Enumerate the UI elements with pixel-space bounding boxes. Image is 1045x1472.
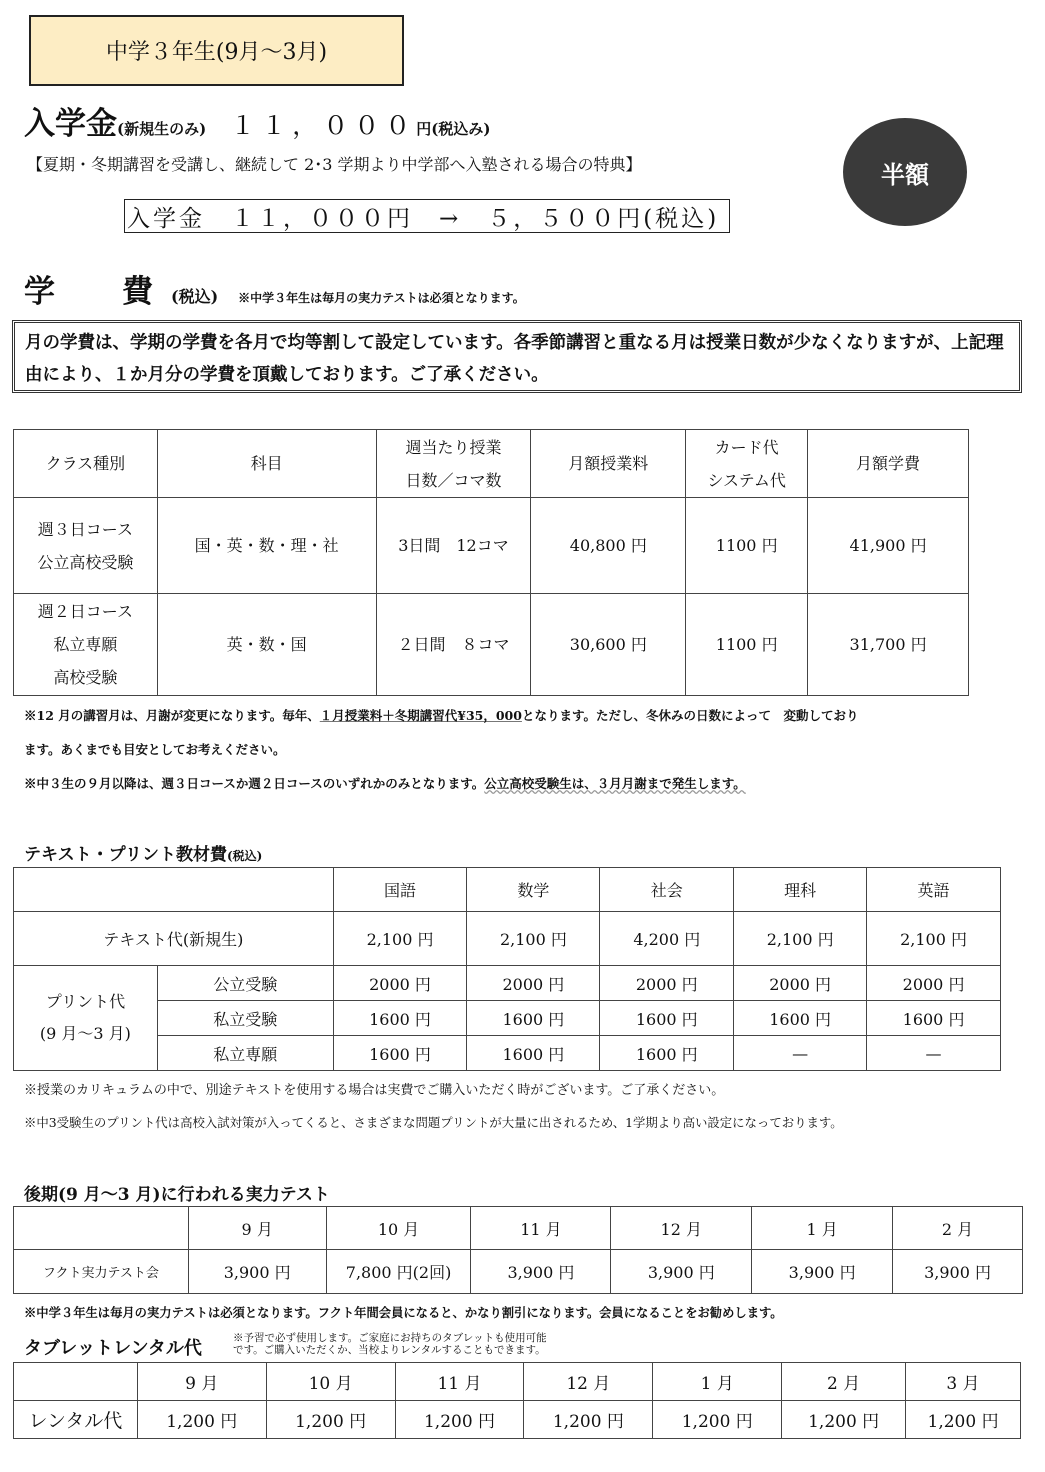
- test-fee-cell: 7,800 円(2回): [326, 1250, 471, 1294]
- total-cell: 41,900 円: [808, 498, 969, 594]
- month-header: 12 月: [524, 1363, 653, 1401]
- print-fee-cell: 1600 円: [333, 1036, 467, 1071]
- empty-cell: [14, 1207, 189, 1250]
- admission-qualifier: (新規生のみ): [117, 120, 207, 138]
- class-line: 私立専願: [53, 635, 118, 654]
- month-header: 2 月: [893, 1207, 1023, 1250]
- course-note: [24, 774, 746, 792]
- admission-unit: 円: [416, 120, 432, 138]
- month-header: 1 月: [653, 1363, 782, 1401]
- december-note-b: となります。ただし、冬休みの日数によって 変動しており: [521, 708, 859, 723]
- class-line: 週３日コース: [37, 519, 133, 539]
- table-row: [14, 912, 1001, 966]
- test-row-label: フクト実力テスト会: [14, 1250, 189, 1294]
- header-schedule-l1: 週当たり授業: [405, 437, 502, 457]
- tests-table: [13, 1206, 1023, 1294]
- print-fee-cell: 1600 円: [600, 1001, 734, 1036]
- tuition-notice: 月の学費は、学期の学費を各月で均等割して設定しています。各季節講習と重なる月は授業日数が少なくなりますが、上記理由により、１か月分の学費を頂戴しております。ご了承ください。: [25, 333, 1004, 385]
- subject-header: 英語: [867, 868, 1001, 912]
- tests-note: ※中学３年生は毎月の実力テストは必須となります。フクト年間会員になると、かなり割引になります。会員になることをお勧めします。: [24, 1305, 783, 1320]
- print-fee-cell: —: [867, 1036, 1001, 1071]
- rental-fee-cell: 1,200 円: [653, 1401, 782, 1439]
- month-header: 11 月: [471, 1207, 611, 1250]
- grade-title: 中学３年生(9月～3月): [105, 40, 328, 65]
- text-fee-cell: 2,100 円: [734, 912, 867, 966]
- test-fee-cell: 3,900 円: [893, 1250, 1023, 1294]
- test-fee-cell: 3,900 円: [611, 1250, 752, 1294]
- month-header: 9 月: [188, 1207, 326, 1250]
- text-fee-label: テキスト代(新規生): [14, 912, 334, 966]
- rental-fee-cell: 1,200 円: [266, 1401, 395, 1439]
- materials-note-2: ※中3受験生のプリント代は高校入試対策が入ってくると、さまざまな問題プリントが大量に出されるため、1学期より高い設定になっております。: [24, 1115, 843, 1130]
- header-card-l2: システム代: [707, 470, 786, 490]
- empty-cell: [14, 1363, 138, 1401]
- materials-tax: (税込): [226, 849, 263, 863]
- schedule-cell: ２日間 ８コマ: [376, 594, 531, 696]
- table-row: [14, 1001, 1001, 1036]
- month-header: 3 月: [906, 1363, 1021, 1401]
- rental-row-label: レンタル代: [14, 1401, 138, 1439]
- tuition-heading: [24, 266, 525, 311]
- month-header: 9 月: [137, 1363, 266, 1401]
- admission-amount: １１，０００: [230, 111, 417, 140]
- tablet-title: タブレットレンタル代: [24, 1338, 202, 1359]
- tablet-table: [13, 1362, 1021, 1439]
- print-fee-cell: 1600 円: [467, 1001, 600, 1036]
- table-row: [14, 498, 969, 594]
- card-fee-cell: 1100 円: [686, 594, 808, 696]
- print-fee-cell: 2000 円: [467, 966, 600, 1001]
- print-fee-cell: 1600 円: [600, 1036, 734, 1071]
- subject-header: 理科: [734, 868, 867, 912]
- subject-header: 社会: [600, 868, 734, 912]
- test-fee-cell: 3,900 円: [188, 1250, 326, 1294]
- discount-text: 入学金 １１，０００円 → ５，５００円(税込): [127, 205, 720, 232]
- print-fee-cell: 2000 円: [867, 966, 1001, 1001]
- materials-title: [24, 840, 262, 865]
- print-fee-cell: 1600 円: [467, 1036, 600, 1071]
- half-price-label: 半額: [881, 159, 929, 189]
- december-note-underlined: １月授業料＋冬期講習代¥35，000: [319, 708, 522, 723]
- subjects-cell: 英・数・国: [157, 594, 376, 696]
- print-fee-cell: 1600 円: [734, 1001, 867, 1036]
- monthly-fee-cell: 30,600 円: [531, 594, 686, 696]
- tuition-table: [13, 429, 969, 696]
- tests-title: 後期(9 月～3 月)に行われる実力テスト: [24, 1185, 330, 1205]
- month-header: 12 月: [611, 1207, 752, 1250]
- admission-label: 入学金: [24, 106, 117, 142]
- tablet-note-l1: ※予習で必ず使用します。ご家庭にお持ちのタブレットも使用可能: [233, 1332, 547, 1344]
- total-cell: 31,700 円: [808, 594, 969, 696]
- print-fee-cell: 2000 円: [600, 966, 734, 1001]
- subjects-cell: 国・英・数・理・社: [157, 498, 376, 594]
- class-line: 高校受験: [53, 668, 118, 687]
- subject-header: 国語: [333, 868, 467, 912]
- tuition-label: 学 費: [24, 274, 171, 310]
- month-header: 10 月: [326, 1207, 471, 1250]
- table-row: [14, 594, 969, 696]
- tuition-tax: (税込): [171, 287, 219, 306]
- table-row: [14, 1036, 1001, 1071]
- half-price-badge: [843, 118, 967, 226]
- header-card: [686, 430, 808, 498]
- tuition-notice-box: [12, 320, 1022, 393]
- december-note: [24, 706, 858, 724]
- print-row-label: 私立受験: [157, 1001, 333, 1036]
- print-row-label: 公立受験: [157, 966, 333, 1001]
- course-note-a: ※中３生の９月以降は、週３日コースか週２日コースのいずれかのみとなります。: [24, 776, 485, 791]
- table-header-row: [14, 430, 969, 498]
- month-header: 1 月: [752, 1207, 893, 1250]
- december-note-a: ※12 月の講習月は、月謝が変更になります。毎年、: [24, 708, 320, 723]
- tests-header-row: [14, 1207, 1023, 1250]
- rental-fee-cell: 1,200 円: [137, 1401, 266, 1439]
- discount-box: [124, 199, 730, 233]
- header-schedule-l2: 日数／コマ数: [405, 470, 502, 490]
- header-card-l1: カード代: [714, 437, 779, 457]
- header-schedule: [376, 430, 531, 498]
- tablet-header-row: [14, 1363, 1021, 1401]
- admission-tax: (税込み): [431, 120, 491, 138]
- rental-fee-cell: 1,200 円: [782, 1401, 906, 1439]
- subject-header: 数学: [467, 868, 600, 912]
- class-cell: [14, 594, 158, 696]
- header-class: クラス種別: [14, 430, 158, 498]
- test-fee-cell: 3,900 円: [752, 1250, 893, 1294]
- course-note-underlined: 公立高校受験生は、３月月謝まで発生します。: [484, 776, 746, 791]
- admission-fee-line: [24, 98, 490, 143]
- rental-fee-cell: 1,200 円: [524, 1401, 653, 1439]
- rental-fee-cell: 1,200 円: [395, 1401, 524, 1439]
- class-line: 週２日コース: [37, 602, 133, 621]
- print-fee-cell: 1600 円: [333, 1001, 467, 1036]
- text-fee-cell: 2,100 円: [867, 912, 1001, 966]
- materials-note-1: ※授業のカリキュラムの中で、別途テキストを使用する場合は実費でご購入いただく時がございます。ご了承ください。: [24, 1083, 725, 1098]
- text-fee-cell: 2,100 円: [333, 912, 467, 966]
- text-fee-cell: 2,100 円: [467, 912, 600, 966]
- print-fee-cell: —: [734, 1036, 867, 1071]
- tablet-note: [233, 1332, 547, 1356]
- month-header: 10 月: [266, 1363, 395, 1401]
- tuition-note: ※中学３年生は毎月の実力テストは必須となります。: [238, 291, 525, 305]
- monthly-fee-cell: 40,800 円: [531, 498, 686, 594]
- test-fee-cell: 3,900 円: [471, 1250, 611, 1294]
- header-subject: 科目: [157, 430, 376, 498]
- month-header: 11 月: [395, 1363, 524, 1401]
- print-row-label: 私立専願: [157, 1036, 333, 1071]
- print-fee-cell: 2000 円: [333, 966, 467, 1001]
- header-total: 月額学費: [808, 430, 969, 498]
- header-monthly-fee: 月額授業料: [531, 430, 686, 498]
- benefit-text: 【夏期・冬期講習を受講し、継続して 2･3 学期より中学部へ入塾される場合の特典】: [27, 155, 642, 174]
- section-title-box: [29, 15, 404, 86]
- class-cell: [14, 498, 158, 594]
- december-note-cont: ます。あくまでも目安としてお考えください。: [24, 742, 286, 757]
- print-fee-cell: 2000 円: [734, 966, 867, 1001]
- table-row: [14, 1401, 1021, 1439]
- print-fee-cell: 1600 円: [867, 1001, 1001, 1036]
- print-fee-label: [14, 966, 158, 1071]
- empty-cell: [14, 868, 334, 912]
- card-fee-cell: 1100 円: [686, 498, 808, 594]
- materials-table: [13, 867, 1001, 1071]
- print-fee-label-l2: (9 月～3 月): [39, 1024, 131, 1043]
- materials-title-text: テキスト・プリント教材費: [24, 845, 227, 865]
- text-fee-cell: 4,200 円: [600, 912, 734, 966]
- class-line: 公立高校受験: [37, 552, 134, 572]
- rental-fee-cell: 1,200 円: [906, 1401, 1021, 1439]
- print-fee-label-l1: プリント代: [45, 992, 126, 1011]
- table-row: [14, 966, 1001, 1001]
- schedule-cell: 3日間 12コマ: [376, 498, 531, 594]
- materials-header-row: [14, 868, 1001, 912]
- tablet-note-l2: です。ご購入いただくか、当校よりレンタルすることもできます。: [233, 1344, 546, 1356]
- month-header: 2 月: [782, 1363, 906, 1401]
- table-row: [14, 1250, 1023, 1294]
